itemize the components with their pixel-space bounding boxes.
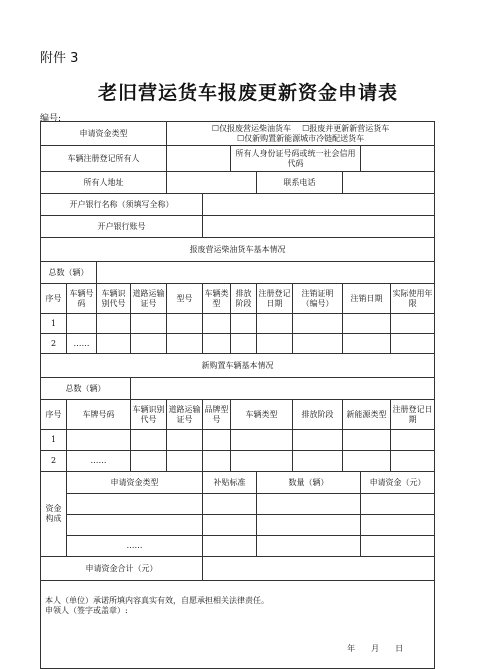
owner-label: 车辆注册登记所有人 [41,146,167,172]
new-header-cell: 车辆类型 [231,400,293,430]
table-cell[interactable] [167,334,203,354]
funds-header-cell: 申请资金（元） [361,472,435,494]
table-cell[interactable] [257,494,361,515]
new-header-cell: 车辆识别代号 [131,400,167,430]
new-header-cell: 新能源类型 [343,400,391,430]
table-cell[interactable] [131,451,167,472]
new-header-row [41,400,435,430]
table-cell[interactable] [293,430,343,451]
row-number: 2 [41,451,67,472]
new-header-cell: 序号 [41,400,67,430]
owner-id-field[interactable] [361,146,435,172]
row-plate[interactable]: …… [67,451,131,472]
table-cell[interactable] [343,334,391,354]
owner-address-field[interactable] [167,172,257,194]
declaration-row [41,581,435,669]
scrap-header-cell: 序号 [41,284,67,314]
declaration-cell [41,581,435,669]
table-row [41,494,435,515]
table-cell[interactable] [231,334,257,354]
table-cell[interactable] [131,430,167,451]
owner-address-label: 所有人地址 [41,172,167,194]
scrap-header-cell: 车辆识别代号 [97,284,131,314]
table-row [41,515,435,536]
scrap-header-cell: 车辆号码 [67,284,97,314]
table-cell[interactable] [257,334,293,354]
scrap-header-row [41,284,435,314]
table-cell[interactable] [361,494,435,515]
scrap-header-cell: 注册登记日期 [257,284,293,314]
fund-type-row [41,122,435,146]
table-cell[interactable] [391,334,435,354]
table-cell[interactable] [167,430,203,451]
table-cell[interactable] [293,314,343,334]
owner-row [41,146,435,172]
fund-type-options [167,122,435,146]
table-cell[interactable] [131,334,167,354]
option-scrap-only-checkbox[interactable]: ☐仅报废营运柴油货车 [211,123,292,133]
bank-name-row [41,194,435,216]
new-total-field[interactable] [131,378,435,400]
bank-name-field[interactable] [203,194,435,216]
scrap-total-label: 总数（辆） [41,262,97,284]
new-header-cell: 排放阶段 [293,400,343,430]
scrap-header-cell: 道路运输证号 [131,284,167,314]
table-cell[interactable] [203,494,257,515]
funds-header-cell: 补贴标准 [203,472,257,494]
row-number: 1 [41,314,67,334]
option-new-energy-only-checkbox[interactable]: ☐仅新购置新能源城市冷链配送货车 [236,133,365,143]
scrap-section-title: 报废营运柴油货车基本情况 [41,238,435,262]
table-cell[interactable] [231,314,257,334]
serial-number-label: 编号: [40,114,62,124]
table-cell[interactable] [167,451,203,472]
funds-header-cell: 数量（辆） [257,472,361,494]
new-vehicles-section-title: 新购置车辆基本情况 [41,354,435,378]
bank-name-label: 开户银行名称（须填写全称） [41,194,203,216]
new-vehicles-section-row [41,354,435,378]
scrap-header-cell: 型号 [167,284,203,314]
table-row [41,451,435,472]
attachment-label: 附件 3 [40,51,79,66]
address-row [41,172,435,194]
table-cell[interactable] [131,314,167,334]
funds-total-row [41,557,435,581]
table-cell[interactable] [257,515,361,536]
scrap-total-field[interactable] [97,262,435,284]
table-cell[interactable] [343,430,391,451]
bank-account-row [41,216,435,238]
new-header-cell: 品牌型号 [203,400,231,430]
table-cell[interactable] [391,314,435,334]
table-row [41,536,435,557]
date-label: 年 月 日 [347,643,404,653]
fund-type-label: 申请资金类型 [41,122,167,146]
scrap-header-cell: 实际使用年限 [391,284,435,314]
phone-field[interactable] [343,172,435,194]
form-title: 老旧营运货车报废更新资金申请表 [97,82,398,104]
row-plate[interactable]: …… [67,334,97,354]
scrap-section-row [41,238,435,262]
funds-total-field[interactable] [203,557,435,581]
table-cell[interactable] [67,515,203,536]
table-cell[interactable] [67,494,203,515]
new-total-label: 总数（辆） [41,378,131,400]
scrap-header-cell: 注销日期 [343,284,391,314]
owner-id-label: 所有人身份证号码或统一社会信用代码 [231,146,361,172]
funds-header-row [41,472,435,494]
table-cell[interactable] [97,314,131,334]
table-cell[interactable] [361,515,435,536]
declaration-statement: 本人（单位）承诺所填内容真实有效，自愿承担相关法律责任。 [45,595,269,605]
table-cell[interactable] [257,536,361,557]
table-cell[interactable] [391,430,435,451]
table-cell[interactable] [203,430,231,451]
table-cell[interactable] [343,314,391,334]
table-cell[interactable] [293,334,343,354]
funds-header-cell: 申请资金类型 [67,472,203,494]
table-cell[interactable] [97,334,131,354]
applicant-signature-label[interactable]: 申领人（签字或盖章）: [45,605,128,615]
new-header-cell: 道路运输证号 [167,400,203,430]
new-header-cell: 注册登记日期 [391,400,435,430]
application-form-table [40,121,435,669]
row-number: 2 [41,334,67,354]
scrap-header-cell: 排放阶段 [231,284,257,314]
table-cell[interactable] [391,451,435,472]
table-row [41,314,435,334]
table-cell[interactable] [231,451,293,472]
funds-total-label: 申请资金合计（元） [41,557,203,581]
row-number: 1 [41,430,67,451]
table-cell[interactable] [361,536,435,557]
scrap-header-cell: 车辆类型 [203,284,231,314]
table-cell[interactable] [231,430,293,451]
table-cell[interactable] [203,334,231,354]
owner-field[interactable] [167,146,231,172]
phone-label: 联系电话 [257,172,343,194]
new-total-row [41,378,435,400]
new-header-cell: 车牌号码 [67,400,131,430]
table-cell[interactable] [167,314,203,334]
funds-ellipsis: …… [67,536,203,557]
bank-account-field[interactable] [203,216,435,238]
table-cell[interactable] [203,515,257,536]
row-plate[interactable] [67,314,97,334]
table-cell[interactable] [203,314,231,334]
option-scrap-and-renew-checkbox[interactable]: ☐报废并更新新营运货车 [302,123,390,133]
table-cell[interactable] [203,451,231,472]
funds-composition-label: 资金构成 [41,472,67,557]
scrap-total-row [41,262,435,284]
table-cell[interactable] [343,451,391,472]
scrap-header-cell: 注销证明（编号） [293,284,343,314]
row-plate[interactable] [67,430,131,451]
bank-account-label: 开户银行账号 [41,216,203,238]
table-cell[interactable] [203,536,257,557]
table-cell[interactable] [293,451,343,472]
table-cell[interactable] [257,314,293,334]
table-row [41,430,435,451]
table-row [41,334,435,354]
